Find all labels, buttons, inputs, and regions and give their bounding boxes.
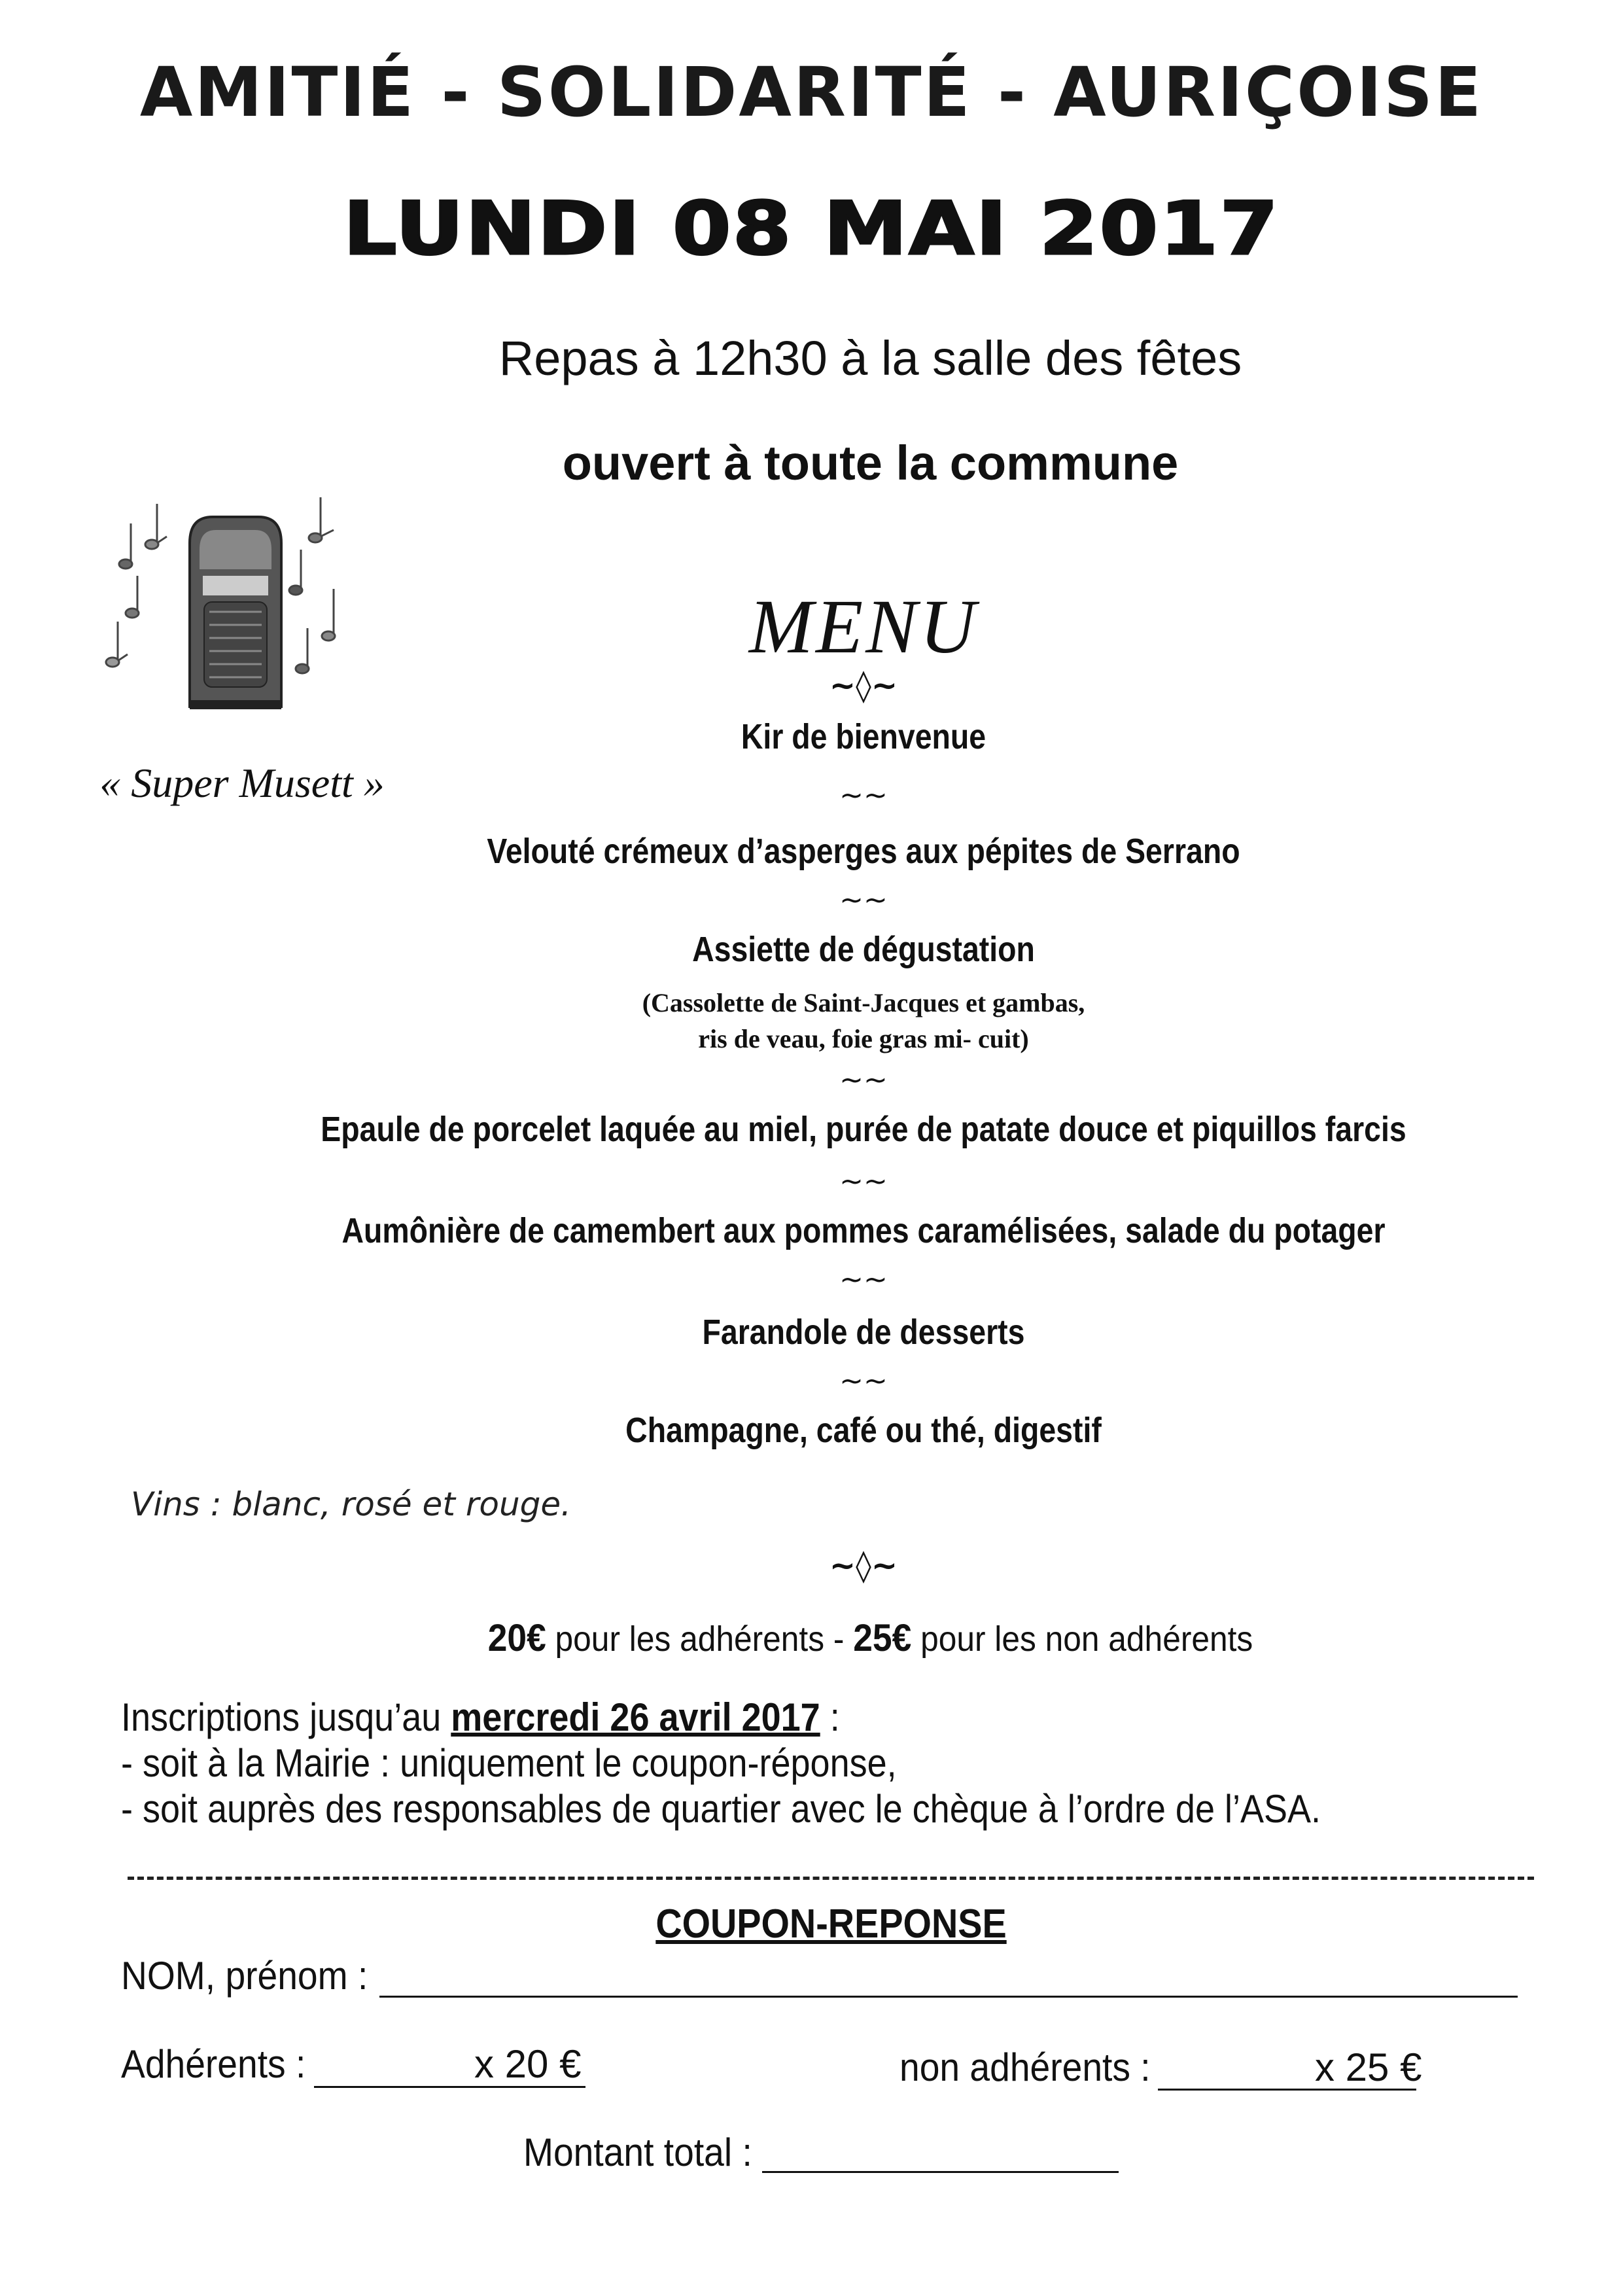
menu-item: Farandole de desserts — [702, 1313, 1025, 1352]
total-field[interactable] — [762, 2171, 1119, 2173]
registration-option: - soit à la Mairie : uniquement le coupon-réponse, — [121, 1741, 897, 1785]
name-field[interactable] — [379, 1996, 1518, 1998]
members-label: Adhérents : — [121, 2042, 306, 2086]
coupon-title: COUPON-REPONSE — [655, 1901, 1007, 1947]
menu-item: Velouté crémeux d’asperges aux pépites de Serrano — [487, 832, 1240, 871]
menu-separator: ~~ — [839, 1364, 888, 1398]
menu-separator: ~~ — [839, 1063, 888, 1097]
non-members-multiplier: x 25 € — [1315, 2045, 1422, 2089]
meal-time: Repas à 12h30 à la salle des fêtes — [498, 331, 1242, 385]
menu-separator: ~◊~ — [829, 667, 898, 704]
menu-item-detail: (Cassolette de Saint-Jacques et gambas, — [642, 988, 1085, 1017]
registration-deadline: mercredi 26 avril 2017 — [451, 1695, 820, 1739]
registration-deadline-line — [121, 1695, 1321, 1740]
non-member-price-text: pour les non adhérents — [911, 1619, 1253, 1659]
event-date: LUNDI 08 MAI 2017 — [343, 186, 1280, 272]
member-price-text: pour les adhérents - — [546, 1619, 854, 1659]
logo-caption: « Super Musett » — [99, 760, 385, 806]
wines-note: Vins : blanc, rosé et rouge. — [131, 1485, 572, 1523]
menu-item-detail: ris de veau, foie gras mi- cuit) — [698, 1024, 1029, 1053]
name-label: NOM, prénom : — [121, 1954, 368, 1998]
registration-option: - soit auprès des responsables de quartier avec le chèque à l’ordre de l’ASA. — [121, 1787, 1321, 1831]
menu-item: Kir de bienvenue — [741, 717, 986, 756]
menu-item: Aumônière de camembert aux pommes caramélisées, salade du potager — [341, 1211, 1386, 1250]
menu-title: MENU — [748, 584, 979, 669]
menu-item: Champagne, café ou thé, digestif — [625, 1411, 1102, 1450]
total-label: Montant total : — [523, 2130, 752, 2174]
menu-item: Assiette de dégustation — [692, 930, 1035, 969]
members-multiplier: x 20 € — [474, 2042, 582, 2086]
menu-separator: ~~ — [839, 779, 888, 812]
member-price: 20€ — [487, 1617, 546, 1659]
menu-separator: ~~ — [839, 883, 888, 917]
menu-separator: ~~ — [839, 1165, 888, 1198]
meal-open-to: ouvert à toute la commune — [562, 436, 1179, 490]
association-title: AMITIÉ - SOLIDARITÉ - AURIÇOISE — [139, 52, 1484, 132]
menu-item: Epaule de porcelet laquée au miel, purée de patate douce et piquillos farcis — [321, 1110, 1406, 1149]
non-members-label: non adhérents : — [899, 2045, 1151, 2089]
registration-intro: Inscriptions jusqu’au — [121, 1695, 451, 1739]
cut-line-divider — [128, 1877, 1534, 1880]
registration-intro-end: : — [820, 1695, 840, 1739]
registration-info — [121, 1695, 1321, 1832]
menu-separator: ~◊~ — [829, 1547, 898, 1584]
menu-separator: ~~ — [839, 1263, 888, 1296]
non-member-price: 25€ — [853, 1617, 912, 1659]
price-line — [124, 1616, 1617, 1660]
